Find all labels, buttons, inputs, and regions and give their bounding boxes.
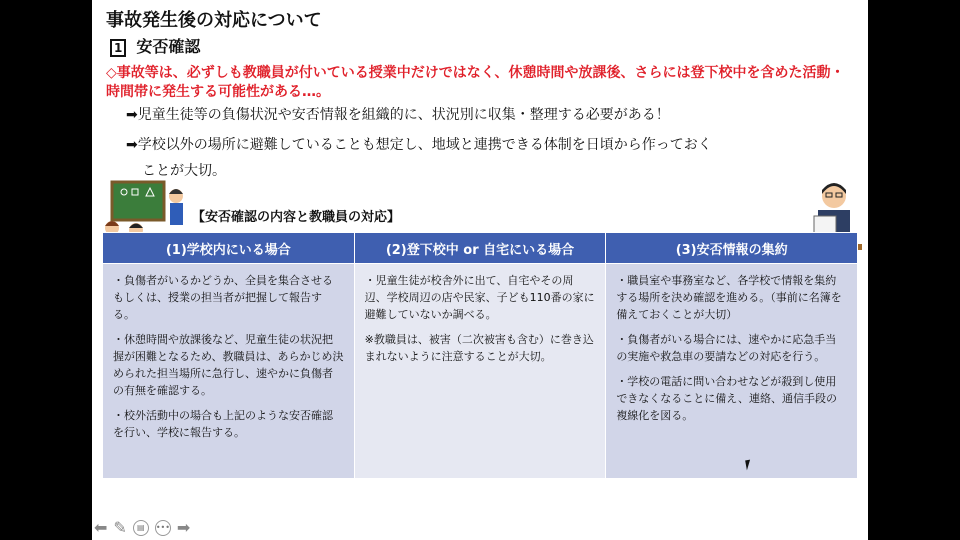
pen-icon[interactable]: ✎ [113,518,127,537]
warning-text: ◇事故等は、必ずしも教職員が付いている授業中だけではなく、休憩時間や放課後、さらには登下校中を含めた活動・時間帯に発生する可能性がある…。 [106,65,845,100]
table-header-col2: (2)登下校中 or 自宅にいる場合 [354,233,606,264]
section-label: 安否確認 [136,37,201,56]
slide [92,0,868,540]
col3-item-1: ・職員室や事務室など、各学校で情報を集約する場所を決め確認を進める。（事前に名簿を備えておくことが大切） [616,274,842,321]
bullet-1: ➡児童生徒等の負傷状況や安否情報を組織的に、状況別に収集・整理する必要がある！ [126,107,670,123]
slide-nav-toolbar [94,520,190,536]
col2-item-2: ※教職員は、被害（二次被害も含む）に巻き込まれないように注意することが大切。 [364,333,594,363]
col3-item-2: ・負傷者がいる場合には、速やかに応急手当の実施や救急車の要請などの対応を行う。 [616,333,837,363]
table-header-col3: (3)安否情報の集約 [606,233,858,264]
table-row [103,264,858,479]
slide-title: 事故発生後の対応について [106,10,322,31]
col1-item-3: ・校外活動中の場合も上記のような安否確認を行い、学校に報告する。 [113,409,333,439]
table-cell-col3 [606,264,858,479]
arrow-right-icon[interactable]: ➡ [176,518,191,537]
section-heading [110,34,200,57]
table-cell-col1 [103,264,355,479]
more-icon[interactable]: ••• [155,520,171,536]
table-cell-col2 [354,264,606,479]
table-header-col1: (1)学校内にいる場合 [103,233,355,264]
table-caption: 【安否確認の内容と教職員の対応】 [192,210,401,225]
table-header-row [103,233,858,264]
bullet-2: ➡学校以外の場所に避難していることも想定し、地域と連携できる体制を日頃から作っておく [126,137,712,153]
col3-item-3: ・学校の電話に問い合わせなどが殺到し使用できなくなることに備え、連絡、通信手段の複線化を図る。 [616,375,837,422]
arrow-left-icon[interactable]: ⬅ [94,518,108,537]
col1-item-1: ・負傷者がいるかどうか、全員を集合させるもしくは、授業の担当者が把握して報告する。 [113,274,333,321]
bullet-2-cont: ことが大切。 [142,163,226,179]
safety-table [102,232,858,479]
col1-item-2: ・休憩時間や放課後など、児童生徒の状況把握が困難となるため、教職員は、あらかじめ決められた担当場所に急行し、速やかに負傷者の有無を確認する。 [113,333,344,397]
col2-item-1: ・児童生徒が校舎外に出て、自宅やその周辺、学校周辺の店や民家、子ども110番の家に避難していないか調べる。 [364,274,595,321]
section-number: 1 [110,39,126,57]
slides-icon[interactable]: ▤ [133,520,149,536]
